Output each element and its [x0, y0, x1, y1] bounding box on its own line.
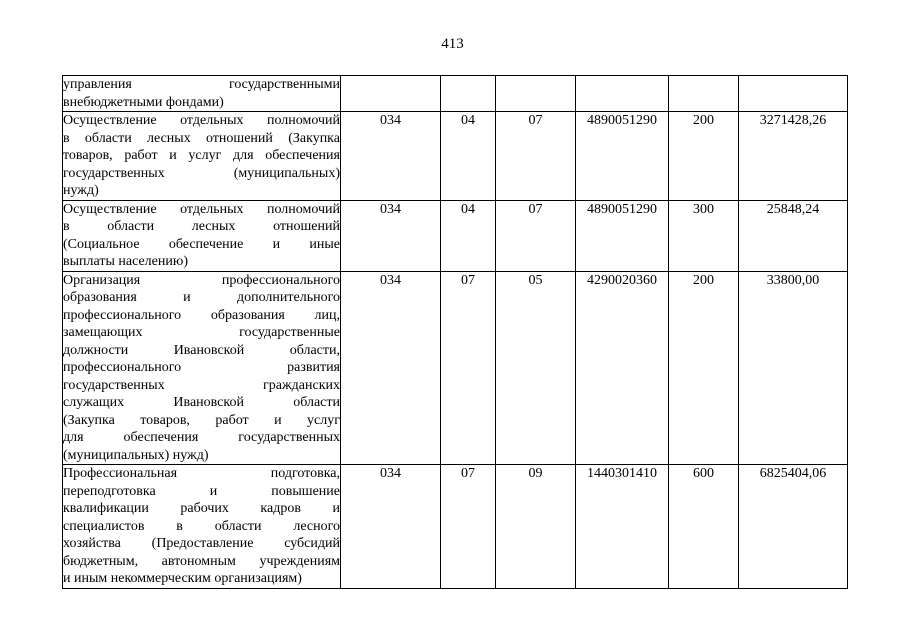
description-line: профессионального образования лиц,: [63, 307, 340, 323]
description-line: выплаты населению): [63, 254, 188, 269]
description-line: внебюджетными фондами): [63, 94, 224, 110]
description-line: хозяйства (Предоставление субсидий: [63, 536, 340, 551]
cell-description: [63, 112, 341, 201]
cell-amount: 33800,00: [739, 271, 848, 465]
cell-grbs-code: 034: [341, 112, 441, 201]
cell-description: [63, 200, 341, 271]
description-line: в области лесных отношений: [63, 219, 340, 234]
cell-amount: 6825404,06: [739, 465, 848, 589]
cell-expense-type-code: [669, 76, 739, 112]
cell-target-article-code: 4890051290: [576, 200, 669, 271]
budget-table: [62, 75, 848, 589]
description-line: товаров, работ и услуг для обеспечения: [63, 148, 340, 163]
description-line: государственных (муниципальных): [63, 165, 340, 181]
description-line: в области лесных отношений (Закупка: [63, 130, 340, 146]
description-line: (муниципальных) нужд): [63, 447, 209, 463]
description-line: бюджетным, автономным учреждениям: [63, 553, 340, 569]
cell-expense-type-code: 300: [669, 200, 739, 271]
cell-target-article-code: 4290020360: [576, 271, 669, 465]
cell-target-article-code: [576, 76, 669, 112]
description-line: Осуществление отдельных полномочий: [63, 113, 340, 128]
description-line: управления государственными: [63, 77, 340, 92]
cell-description: [63, 76, 341, 112]
cell-grbs-code: 034: [341, 200, 441, 271]
cell-grbs-code: [341, 76, 441, 112]
cell-expense-type-code: 600: [669, 465, 739, 589]
page-number: 413: [441, 36, 464, 52]
description-line: Организация профессионального: [63, 272, 340, 288]
description-line: специалистов в области лесного: [63, 518, 340, 534]
cell-section-code: 07: [441, 271, 496, 465]
cell-section-code: [441, 76, 496, 112]
table-row: [63, 76, 848, 112]
cell-description: [63, 465, 341, 589]
cell-subsection-code: [496, 76, 576, 112]
description-line: нужд): [63, 183, 99, 198]
cell-amount: [739, 76, 848, 112]
cell-subsection-code: 07: [496, 112, 576, 201]
description-line: профессионального развития: [63, 360, 340, 375]
description-line: (Социальное обеспечение и иные: [63, 236, 340, 252]
cell-description: [63, 271, 341, 465]
description-line: и иным некоммерческим организациям): [63, 571, 302, 586]
table-row: [63, 271, 848, 465]
cell-subsection-code: 09: [496, 465, 576, 589]
table-row: [63, 112, 848, 201]
description-line: Осуществление отдельных полномочий: [63, 201, 340, 217]
cell-amount: 25848,24: [739, 200, 848, 271]
cell-grbs-code: 034: [341, 271, 441, 465]
description-line: Профессиональная подготовка,: [63, 466, 340, 481]
description-line: замещающих государственные: [63, 325, 340, 340]
table-row: [63, 200, 848, 271]
description-line: должности Ивановской области,: [63, 342, 340, 358]
cell-target-article-code: 1440301410: [576, 465, 669, 589]
cell-expense-type-code: 200: [669, 271, 739, 465]
description-line: служащих Ивановской области: [63, 395, 340, 410]
cell-target-article-code: 4890051290: [576, 112, 669, 201]
cell-grbs-code: 034: [341, 465, 441, 589]
description-line: государственных гражданских: [63, 377, 340, 393]
cell-expense-type-code: 200: [669, 112, 739, 201]
description-line: образования и дополнительного: [63, 290, 340, 305]
cell-section-code: 04: [441, 112, 496, 201]
description-line: (Закупка товаров, работ и услуг: [63, 412, 340, 428]
description-line: квалификации рабочих кадров и: [63, 501, 340, 516]
table-row: [63, 465, 848, 589]
description-line: для обеспечения государственных: [63, 430, 340, 445]
cell-subsection-code: 07: [496, 200, 576, 271]
cell-section-code: 07: [441, 465, 496, 589]
cell-amount: 3271428,26: [739, 112, 848, 201]
cell-section-code: 04: [441, 200, 496, 271]
description-line: переподготовка и повышение: [63, 483, 340, 499]
cell-subsection-code: 05: [496, 271, 576, 465]
